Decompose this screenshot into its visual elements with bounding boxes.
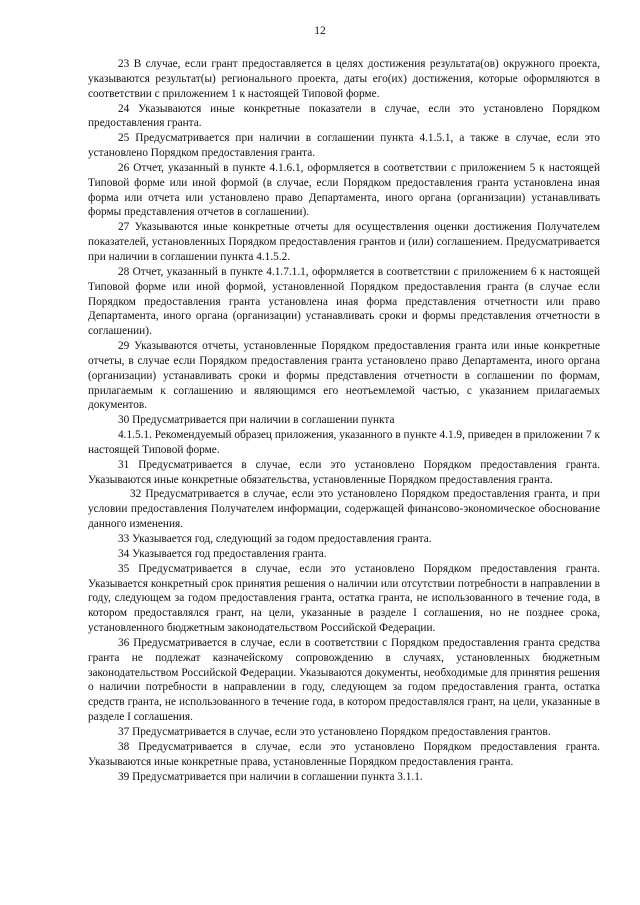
footnote-23: 23 В случае, если грант предоставляется в целях достижения результата(ов) окружного проекта, указываются результат(ы) регионального проекта, даты его(их) достижения, которые оформляются в соответствии с приложением 1 к настоящей Типовой форме. bbox=[88, 58, 600, 100]
page-number: 12 bbox=[314, 25, 326, 37]
footnote-38: 38 Предусматривается в случае, если это установлено Порядком предоставления гранта. Указываются иные конкретные права, установленные Порядком предоставления гранта. bbox=[88, 740, 600, 768]
footnote-27: 27 Указываются иные конкретные отчеты для осуществления оценки достижения Получателем показателей, установленных Порядком предоставления грантов и (или) соглашением. Предусматривается при наличии в соглашении пункта 4.1.5.2. bbox=[88, 221, 600, 263]
footnote-28: 28 Отчет, указанный в пункте 4.1.7.1.1, оформляется в соответствии с приложением 6 к настоящей Типовой форме или иной формой, установленной Порядком предоставления гранта (в случае если Порядком предоставления гранта установлена иная форма представления отчетности или право Департамента, иного органа (организации) устанавливать сроки и формы представления отчетности в соглашении). bbox=[88, 265, 600, 338]
footnote-26: 26 Отчет, указанный в пункте 4.1.6.1, оформляется в соответствии с приложением 5 к настоящей Типовой форме или иной формой (в случае, если Порядком предоставления гранта установлена иная форма или отчета или установлено право Департамента, иного органа (организации) устанавливать формы представления отчетов в соглашении). bbox=[88, 161, 600, 219]
footnote-35: 35 Предусматривается в случае, если это установлено Порядком предоставления гранта. Указывается конкретный срок принятия решения о наличии или отсутствии потребности в направлении в году, следующем за годом предоставления гранта, остатка гранта, не использованного в течение года, в котором предоставлялся грант, на цели, указанные в разделе I соглашения, но не позднее срока, установленного бюджетным законодательством Российской Федерации. bbox=[88, 562, 600, 635]
footnote-29: 29 Указываются отчеты, установленные Порядком предоставления гранта или иные конкретные отчеты, в случае если Порядком предоставления гранта установлено право Департамента, иного органа (организации) устанавливать сроки и формы представления отчетности в соглашении по формам, прилагаемым к соглашению и являющимся его неотъемлемой частью, с указанием прилагаемых документов. bbox=[88, 340, 600, 412]
footnote-36: 36 Предусматривается в случае, если в соответствии с Порядком предоставления гранта средства гранта не подлежат казначейскому сопровождению в случаях, установленных бюджетным законодательством Российской Федерации. Указываются документы, необходимые для принятия решения о наличии потребности в направлении в году, следующем за годом предоставления гранта, остатка средств гранта, не использованного в течение года, в котором предоставлялся грант, на цели, указанные в разделе I соглашения. bbox=[88, 636, 600, 724]
footnote-30-continuation: 4.1.5.1. Рекомендуемый образец приложения, указанного в пункте 4.1.9, приведен в приложении 7 к настоящей Типовой форме. bbox=[88, 429, 600, 456]
footnote-30: 30 Предусматривается при наличии в соглашении пункта bbox=[118, 414, 395, 427]
footnote-31: 31 Предусматривается в случае, если это установлено Порядком предоставления гранта. Указываются иные конкретные обязательства, установленные Порядком предоставления гранта. bbox=[88, 458, 600, 486]
footnote-37: 37 Предусматривается в случае, если это установлено Порядком предоставления грантов. bbox=[118, 725, 551, 738]
footnote-33: 33 Указывается год, следующий за годом предоставления гранта. bbox=[118, 533, 432, 545]
footnote-25: 25 Предусматривается при наличии в соглашении пункта 4.1.5.1, а также в случае, если это установлено Порядком предоставления гранта. bbox=[88, 132, 600, 160]
footnote-24: 24 Указываются иные конкретные показатели в случае, если это установлено Порядком предоставления гранта. bbox=[88, 102, 600, 130]
footnote-39: 39 Предусматривается при наличии в соглашении пункта 3.1.1. bbox=[118, 770, 423, 783]
footnote-32: 32 Предусматривается в случае, если это установлено Порядком предоставления гранта, и при условии предоставления Получателем информации, содержащей финансово-экономическое обоснование данного изменения. bbox=[88, 488, 600, 531]
footnotes-body bbox=[88, 57, 600, 784]
footnote-34: 34 Указывается год предоставления гранта. bbox=[118, 547, 327, 560]
